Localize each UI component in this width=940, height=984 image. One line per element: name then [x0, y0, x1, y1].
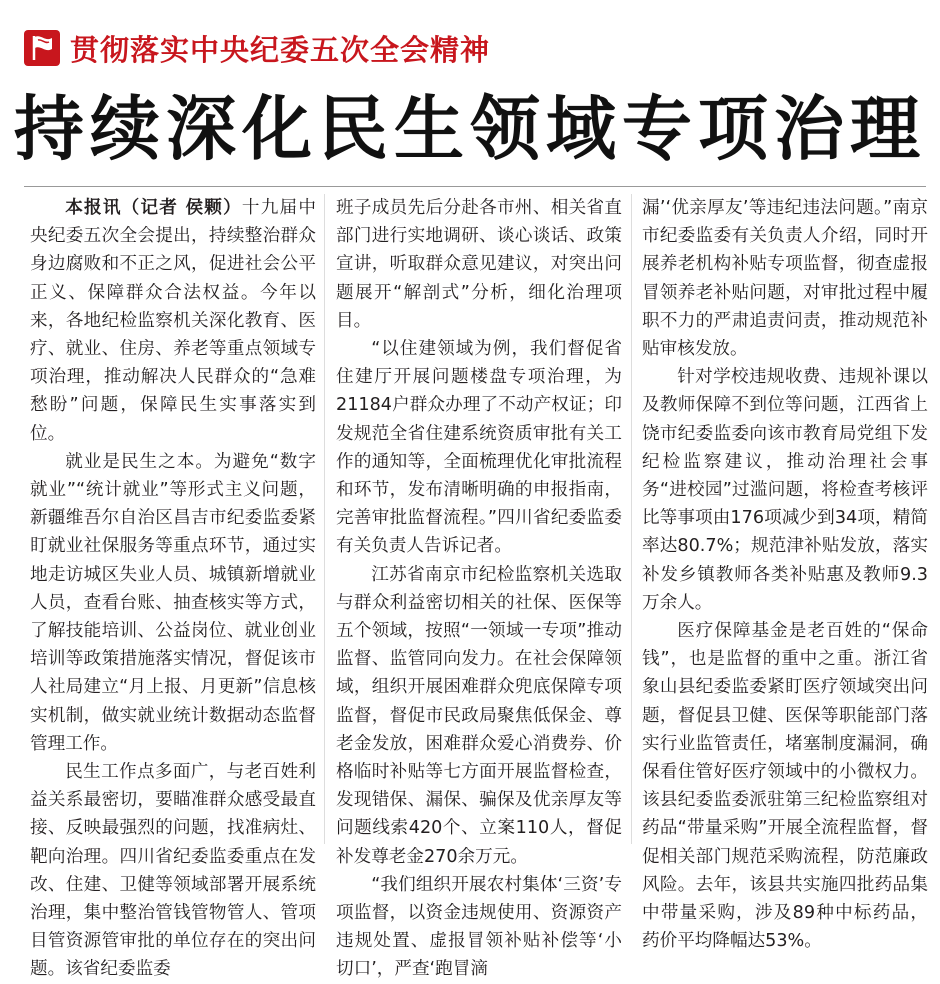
article-body — [30, 190, 928, 980]
headline-divider — [24, 186, 926, 187]
paragraph: 民生工作点多面广，与老百姓利益关系最密切，要瞄准群众感受最直接、反映最强烈的问题，找准病灶、靶向治理。四川省纪委监委重点在发改、住建、卫健等领域部署开展系统治理，集中整治管钱管物管人、管项目管资源管审批的单位存在的突出问题。该省纪委监委 — [30, 762, 316, 980]
paragraph: 漏’‘优亲厚友’等违纪违法问题。”南京市纪委监委有关负责人介绍，同时开展养老机构补贴专项监督，彻查虚报冒领养老补贴问题，对审批过程中履职不力的严肃追责问责，推动规范补贴审核发放。 — [642, 198, 928, 360]
paragraph — [30, 194, 316, 448]
kicker-text: 贯彻落实中央纪委五次全会精神 — [70, 32, 491, 67]
paragraph: 医疗保障基金是老百姓的“保命钱”，也是监督的重中之重。浙江省象山县纪委监委紧盯医疗领域突出问题，督促县卫健、医保等职能部门落实行业监管责任，堵塞制度漏洞，确保看住管好医疗领域中的小微权力。该县纪委监委派驻第三纪检监察组对药品“带量采购”开展全流程监督，督促相关部门规范采购流程，防范廉政风险。去年，该县共实施四批药品集中带量采购，涉及89种中标药品，药价平均降幅达53%。 — [642, 621, 928, 952]
article-column-3 — [642, 190, 928, 952]
article-column-1 — [30, 190, 316, 980]
article-column-2 — [336, 190, 622, 980]
paragraph: 就业是民生之本。为避免“数字就业”“统计就业”等形式主义问题，新疆维吾尔自治区昌吉市纪委监委紧盯就业社保服务等重点环节，通过实地走访城区失业人员、城镇新增就业人员，查看台账、抽查核实等方式，了解技能培训、公益岗位、就业创业培训等政策措施落实情况，督促该市人社局建立“月上报、月更新”信息核实机制，做实就业统计数据动态监督管理工作。 — [30, 451, 316, 754]
byline: 本报讯（记者 侯颗） — [65, 198, 242, 218]
paragraph-text: 十九届中央纪委五次全会提出，持续整治群众身边腐败和不正之风，促进社会公平正义、保障群众合法权益。今年以来，各地纪检监察机关深化教育、医疗、就业、住房、养老等重点领域专项治理，推动解决人民群众的“急难愁盼”问题，保障民生实事落实到位。 — [30, 198, 316, 444]
red-flag-icon — [24, 30, 60, 66]
paragraph: 班子成员先后分赴各市州、相关省直部门进行实地调研、谈心谈话、政策宣讲，听取群众意见建议，对突出问题展开“解剖式”分析，细化治理项目。 — [336, 198, 622, 331]
paragraph: 针对学校违规收费、违规补课以及教师保障不到位等问题，江西省上饶市纪委监委向该市教育局党组下发纪检监察建议，推动治理社会事务“进校园”过滥问题，将检查考核评比等事项由176项减少到34项，精简率达80.7%；规范津补贴发放，落实补发乡镇教师各类补贴惠及教师9.3万余人。 — [642, 367, 928, 613]
headline: 持续深化民生领域专项治理 — [14, 87, 926, 170]
paragraph: “以住建领域为例，我们督促省住建厅开展问题楼盘专项治理，为21184户群众办理了不动产权证；印发规范全省住建系统资质审批有关工作的通知等，全面梳理优化审批流程和环节，发布清晰明确的申报指南，完善审批监督流程。”四川省纪委监委有关负责人告诉记者。 — [336, 339, 622, 557]
column-divider — [324, 194, 325, 844]
paragraph: “我们组织开展农村集体‘三资’专项监督，以资金违规使用、资源资产违规处置、虚报冒领补贴补偿等‘小切口’，严查‘跑冒滴 — [336, 874, 622, 980]
section-kicker — [24, 28, 490, 68]
column-divider — [631, 194, 632, 844]
paragraph: 江苏省南京市纪检监察机关选取与群众利益密切相关的社保、医保等五个领域，按照“一领域一专项”推动监督、监管同向发力。在社会保障领域，组织开展困难群众兜底保障专项监督，督促市民政局聚焦低保金、尊老金发放，困难群众爱心消费券、价格临时补贴等七方面开展监督检查，发现错保、漏保、骗保及优亲厚友等问题线索420个、立案110人，督促补发尊老金270余万元。 — [336, 564, 622, 867]
